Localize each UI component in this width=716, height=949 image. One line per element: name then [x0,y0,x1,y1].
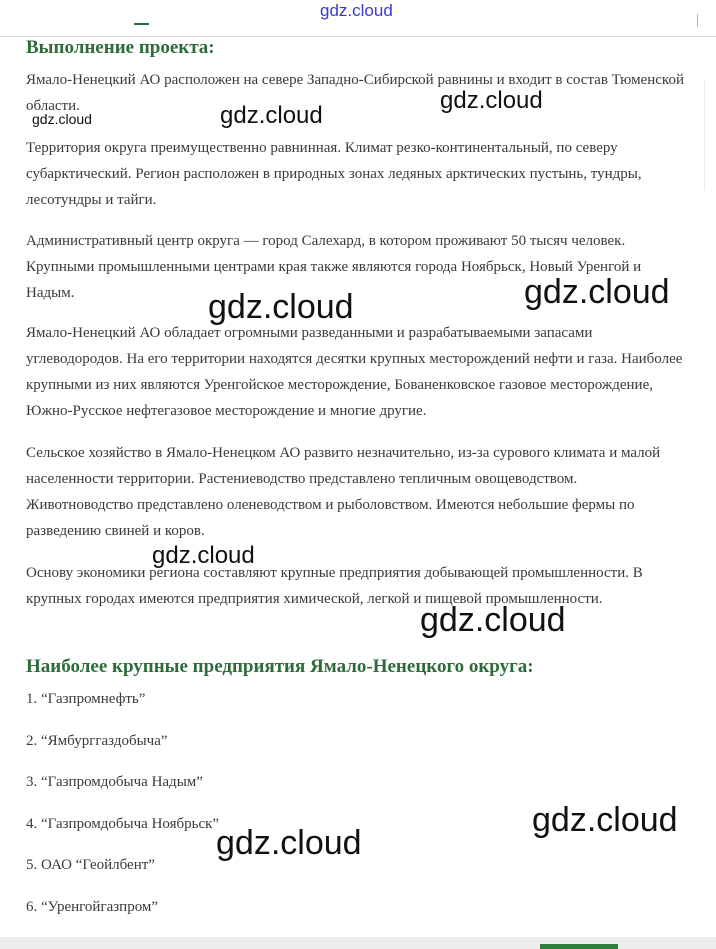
footer-button[interactable] [540,944,618,949]
watermark: gdz.cloud [320,1,393,20]
list-item: 1. “Газпромнефть” [26,691,146,707]
watermark: gdz.cloud [32,111,92,127]
paragraph-location: Ямало-Ненецкий АО расположен на севере Западно-Сибирской равнины и входит в состав Тюменской области. [26,72,684,114]
header-dash [134,23,149,25]
paragraph-agriculture: Сельское хозяйство в Ямало-Ненецком АО развито незначительно, из-за сурового климата и малой населенности территории. Растениеводство представлено тепличным овощеводством. Животноводство представлено оленеводством и рыболовством. Имеются небольшие фермы по разведению свиней и коров. [26,445,661,539]
list-item: 4. “Газпромдобыча Ноябрьск” [26,816,220,832]
list-item: 2. “Ямбурггаздобыча” [26,733,168,749]
watermark: gdz.cloud [524,273,670,311]
paragraph-economy: Основу экономики региона составляют крупные предприятия добывающей промышленности. В крупных городах имеются предприятия химической, легкой и пищевой промышленности. [26,565,643,607]
header-divider [697,14,698,27]
paragraph-admin-center: Административный центр округа — город Салехард, в котором проживают 50 тысяч человек. Крупными промышленными центрами края также являются города Ноябрьск, Новый Уренгой и Надым. [26,233,642,301]
paragraph-resources: Ямало-Ненецкий АО обладает огромными разведанными и разрабатываемыми запасами углеводородов. На его территории находятся десятки крупных месторождений нефти и газа. Наиболее крупными из них являются Уренгойское месторождение, Бованенковское газовое месторождение, Южно-Русское нефтегазовое месторождение и многие другие. [26,325,683,419]
heading-enterprises: Наиболее крупные предприятия Ямало-Ненецкого округа: [26,656,534,677]
watermark: gdz.cloud [420,601,566,639]
watermark: gdz.cloud [532,801,678,839]
watermark: gdz.cloud [152,542,255,569]
watermark: gdz.cloud [208,288,354,326]
side-panel-edge [704,80,716,190]
watermark: gdz.cloud [216,824,362,862]
watermark: gdz.cloud [220,102,323,129]
heading-project: Выполнение проекта: [26,37,215,58]
list-item: 5. ОАО “Геойлбент” [26,857,155,873]
list-item: 6. “Уренгойгазпром” [26,899,159,915]
paragraph-territory: Территория округа преимущественно равнинная. Климат резко-континентальный, по северу субарктический. Регион расположен в природных зонах ледяных арктических пустынь, тундры, лесотундры и тайги. [26,140,642,208]
list-item: 3. “Газпромдобыча Надым” [26,774,203,790]
watermark: gdz.cloud [440,87,543,114]
